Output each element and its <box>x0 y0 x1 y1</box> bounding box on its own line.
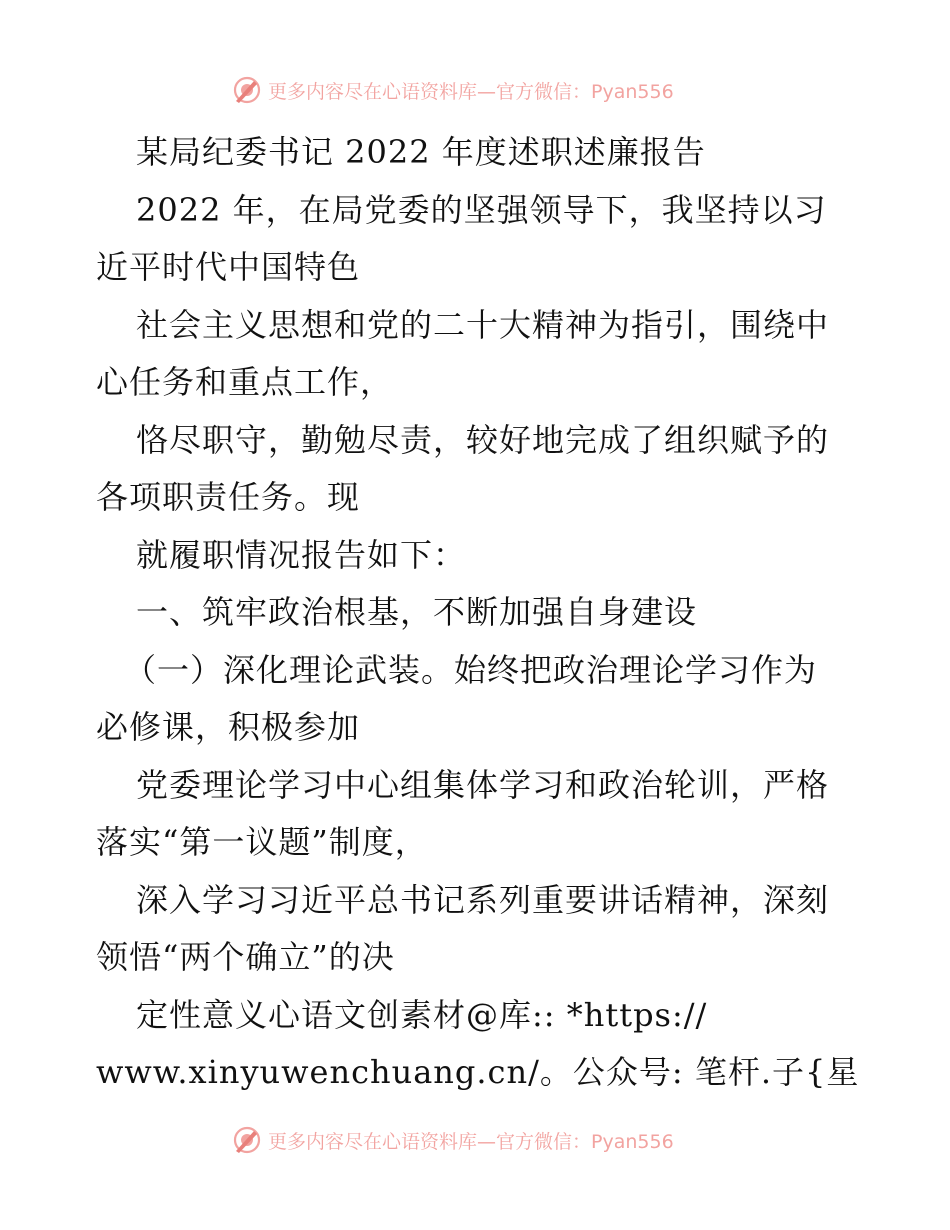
paragraph-line: 定性意义心语文创素材@库:: *https:// <box>136 995 708 1034</box>
document-title: 某局纪委书记 2022 年度述职述廉报告 <box>136 133 706 171</box>
paragraph-line: 就履职情况报告如下： <box>136 535 467 574</box>
pen-logo-icon <box>232 75 262 105</box>
section-heading: 一、筑牢政治根基，不断加强自身建设 <box>136 593 698 631</box>
footer-watermark <box>232 1122 674 1158</box>
paragraph-line: www.xinyuwenchuang.cn/。公众号: 笔杆.子{星 <box>96 1053 860 1091</box>
paragraph-line: 恪尽职守，勤勉尽责，较好地完成了组织赋予的 <box>136 420 830 459</box>
paragraph-line: 近平时代中国特色 <box>96 248 361 286</box>
document-body <box>96 124 866 1102</box>
paragraph-line: 心任务和重点工作， <box>96 363 394 401</box>
paragraph-line: 2022 年，在局党委的坚强领导下，我坚持以习 <box>136 190 827 229</box>
paragraph-line: 深入学习习近平总书记系列重要讲话精神，深刻 <box>136 880 830 919</box>
header-watermark <box>232 72 674 108</box>
pen-logo-icon <box>232 1125 262 1155</box>
paragraph-line: 党委理论学习中心组集体学习和政治轮训，严格 <box>136 765 830 804</box>
paragraph-line: 落实“第一议题”制度， <box>96 823 428 861</box>
subsection-heading: （一）深化理论武装。始终把政治理论学习作为 <box>124 650 818 689</box>
watermark-text: 更多内容尽在心语资料库—官方微信：Pyan556 <box>268 1130 674 1153</box>
watermark-text: 更多内容尽在心语资料库—官方微信：Pyan556 <box>268 80 674 103</box>
paragraph-line: 领悟“两个确立”的决 <box>96 938 395 976</box>
paragraph-line: 各项职责任务。现 <box>96 478 361 516</box>
paragraph-line: 社会主义思想和党的二十大精神为指引，围绕中 <box>136 305 830 344</box>
paragraph-line: 必修课，积极参加 <box>96 708 361 746</box>
